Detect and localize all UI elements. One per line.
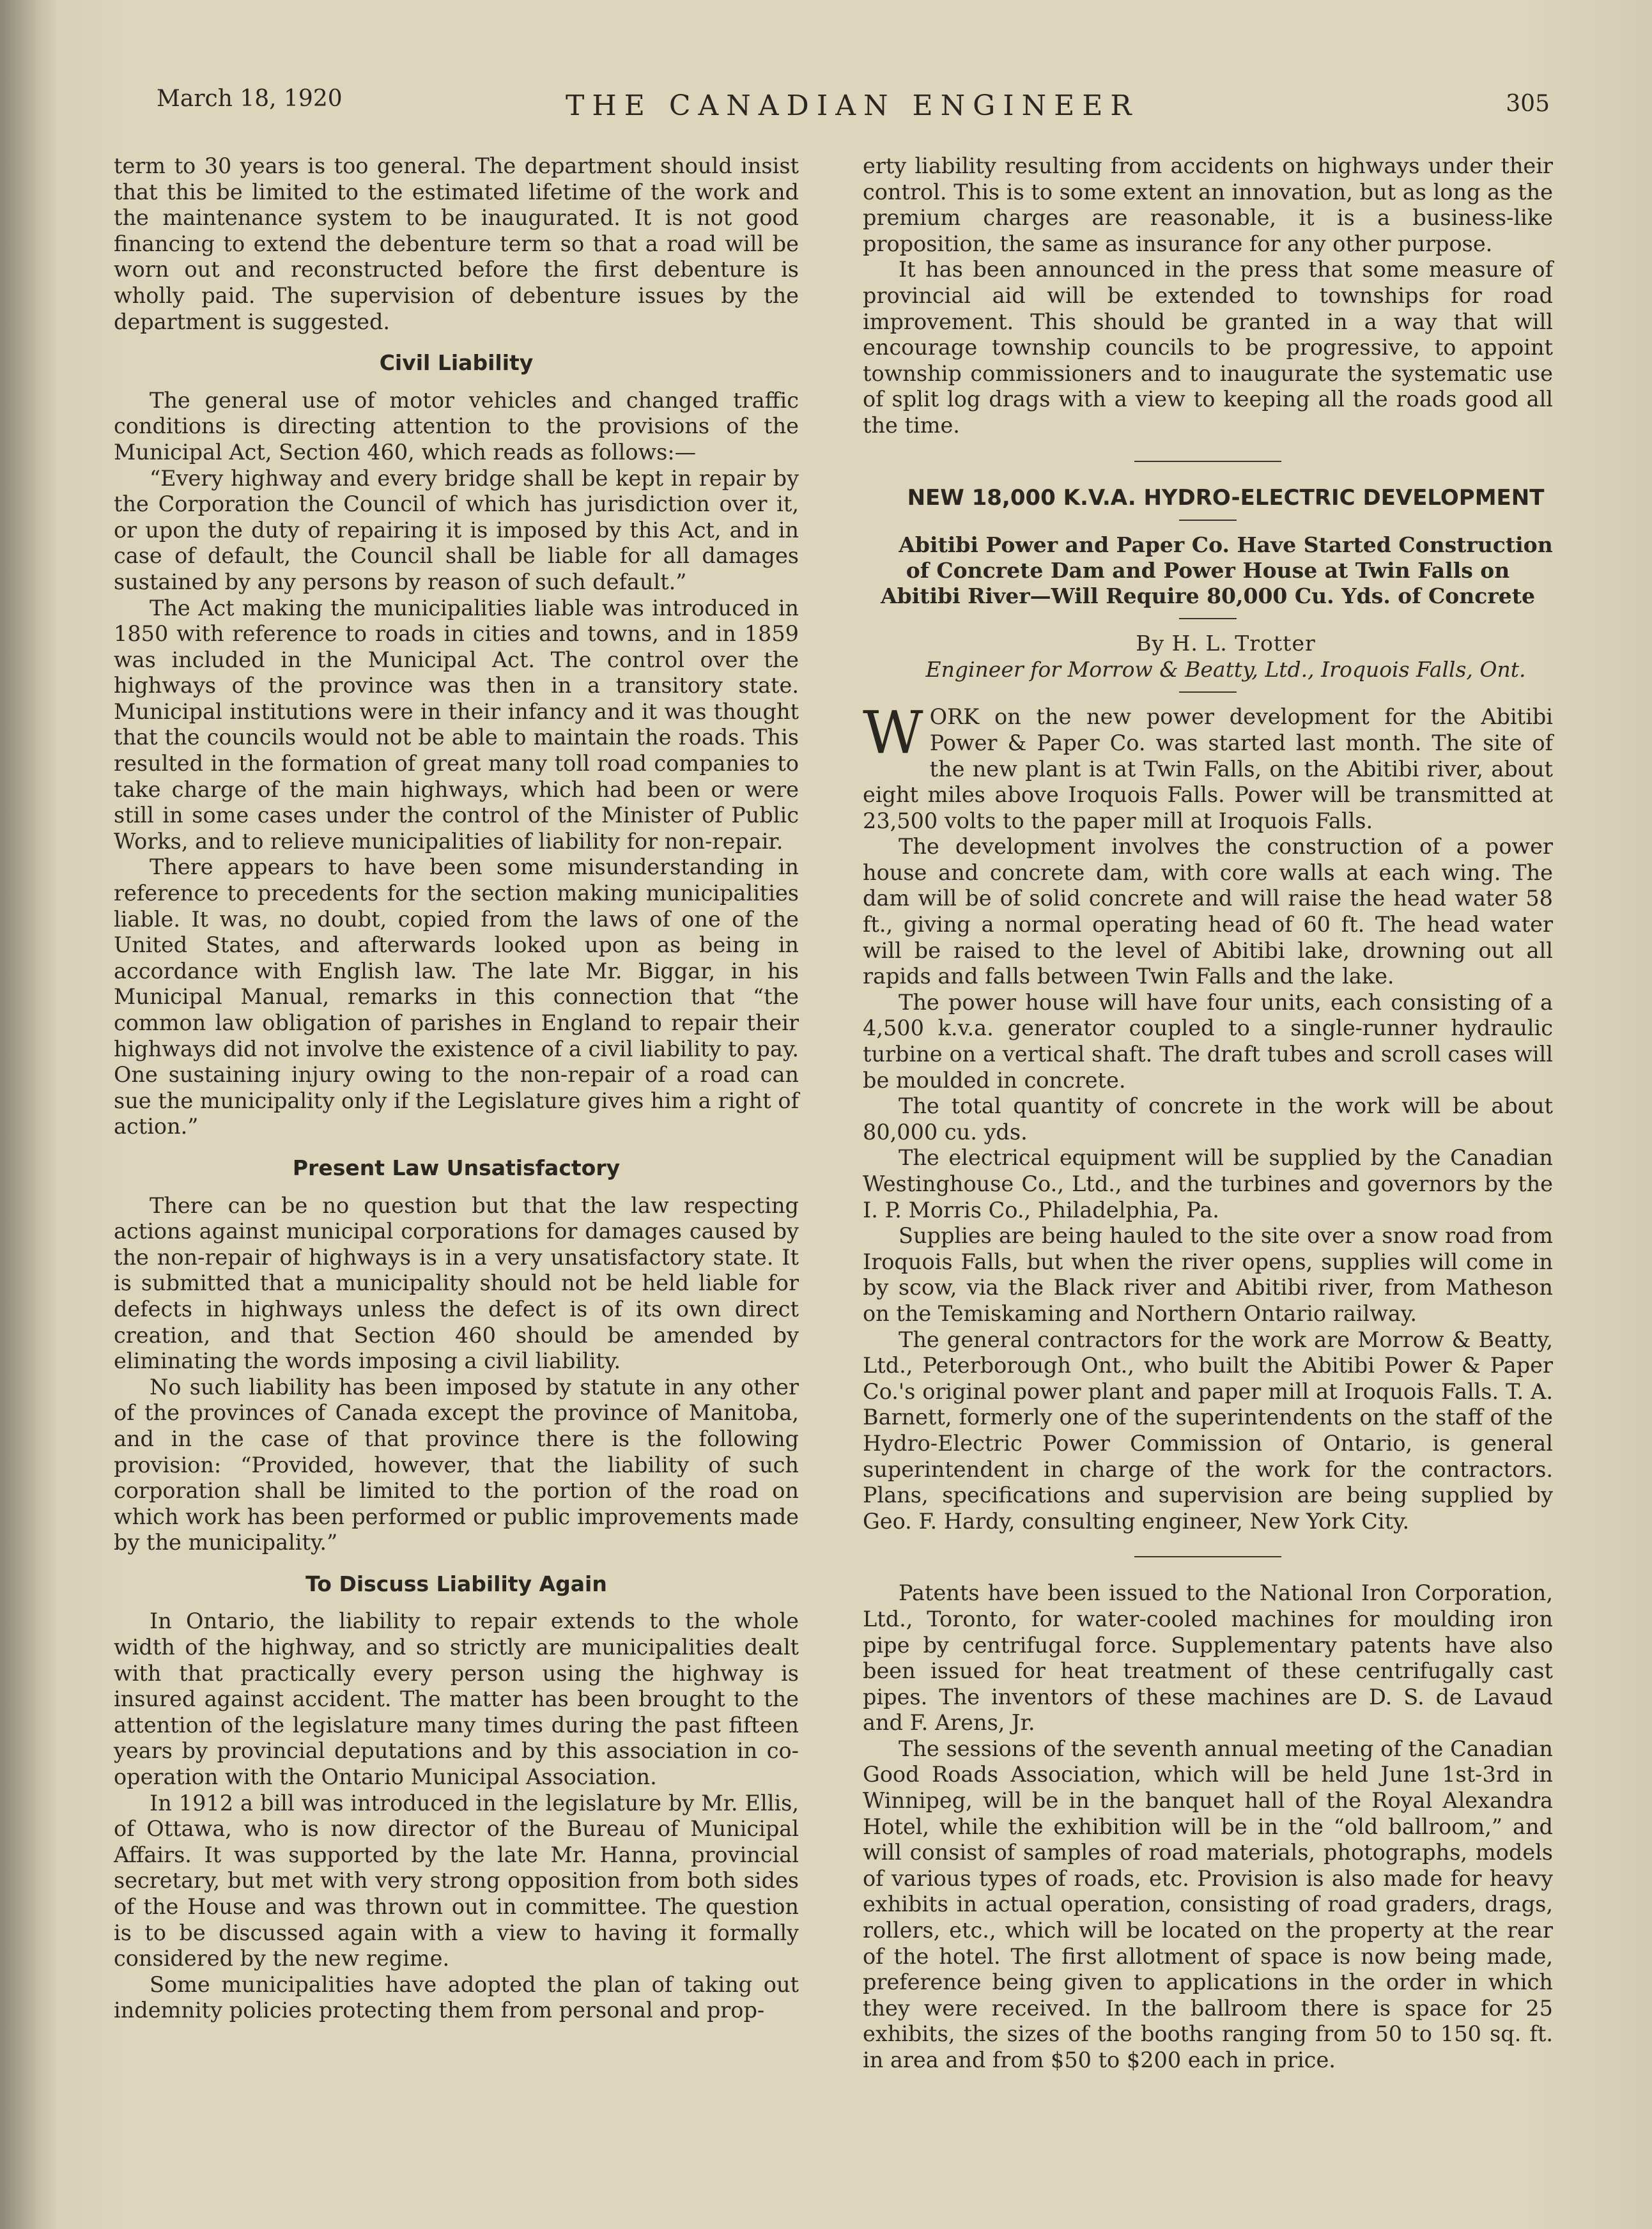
article-paragraph-3: The power house will have four units, each consisting of a 4,500 k.v.a. generator coupled to a single-runner hydraulic turbine on a vertical shaft. The draft tubes and scroll cases will be moulded in concrete. — [863, 989, 1553, 1093]
journal-title: THE CANADIAN ENGINEER — [566, 89, 1139, 122]
byline-divider — [1179, 691, 1237, 693]
paragraph-civil-3: There appears to have been some misunderstanding in reference to precedents for the section making municipalities liable. It was, no doubt, copied from the laws of one of the United States, and afterwards looked upon as being in accordance with English law. The late Mr. Biggar, in his Municipal Manual, remarks in this connection that “the common law obligation of parishes in England to repair their highways did not involve the existence of a civil liability to pay. One sustaining injury owing to the non-repair of a road can sue the municipality only if the Legislature gives him a right of action.” — [114, 854, 799, 1139]
article-paragraph-7: The general contractors for the work are Morrow & Beatty, Ltd., Peterborough Ont., who built the Abitibi Power & Paper Co.'s original power plant and paper mill at Iroquois Falls. T. A. Barnett, formerly one of the superintendents on the staff of the Hydro-Electric Power Commission of Ontario, is general superintendent in charge of the work for the contractors. Plans, specifications and supervision are being supplied by Geo. F. Hardy, consulting engineer, New York City. — [863, 1327, 1553, 1534]
heading-discuss-liability: To Discuss Liability Again — [305, 1571, 607, 1596]
paragraph-continued-1: erty liability resulting from accidents on highways under their control. This is to some extent an innovation, but as long as the premium charges are reasonable, it is a business-like proposition, the same as insurance for any other purpose. — [863, 153, 1553, 256]
article-affiliation: Engineer for Morrow & Beatty, Ltd., Iroquois Falls, Ont. — [925, 656, 1526, 682]
right-column — [863, 153, 1553, 2074]
news-divider — [1134, 1556, 1281, 1557]
paragraph-discuss-1: In Ontario, the liability to repair extends to the whole width of the highway, and so strictly are municipalities dealt with that practically every person using the highway is insured against accident. The matter has been brought to the attention of the legislature many times during the past fifteen years by provincial deputations and by this association in co-operation with the Ontario Municipal Association. — [114, 1608, 799, 1790]
article-paragraph-4: The total quantity of concrete in the work will be about 80,000 cu. yds. — [863, 1093, 1553, 1145]
article-paragraph-5: The electrical equipment will be supplied by the Canadian Westinghouse Co., Ltd., and the turbines and governors by the I. P. Morris Co., Philadelphia, Pa. — [863, 1145, 1553, 1222]
article-subtitle: Abitibi Power and Paper Co. Have Started Construction of Concrete Dam and Power House at Twin Falls on Abitibi River—Will Require 80,000 Cu. Yds. of Concrete — [881, 532, 1553, 609]
paragraph-good-roads: The sessions of the seventh annual meeting of the Canadian Good Roads Association, which will be held June 1st-3rd in Winnipeg, will be in the banquet hall of the Royal Alexandra Hotel, while the exhibition will be in the “old ballroom,” and will consist of samples of road materials, photographs, models of various types of roads, etc. Provision is also made for heavy exhibits in actual operation, consisting of road graders, drags, rollers, etc., which will be located on the property at the rear of the hotel. The first allotment of space is now being made, preference being given to applications in the order in which they were received. In the ballroom there is space for 25 exhibits, the sizes of the booths ranging from 50 to 150 sq. ft. in area and from $50 to $200 each in price. — [863, 1736, 1553, 2072]
paragraph-present-1: There can be no question but that the law respecting actions against municipal corporations for damages caused by the non-repair of highways is in a very unsatisfactory state. It is submitted that a municipality should not be held liable for defects in highways unless the defect is of its own direct creation, and that Section 460 should be amended by eliminating the words imposing a civil liability. — [114, 1192, 799, 1374]
header-date: March 18, 1920 — [157, 86, 343, 112]
paragraph-civil-2: The Act making the municipalities liable was introduced in 1850 with reference to roads in cities and towns, and in 1859 was included in the Municipal Act. The control over the highways of the province was then in a transitory state. Municipal institutions were in their infancy and it was thought that the councils would not be able to maintain the roads. This resulted in the formation of great many toll road companies to take charge of the main highways, which had been or were still in some cases under the control of the Minister of Public Works, and to relieve municipalities of liability for non-repair. — [114, 595, 799, 854]
heading-present-law: Present Law Unsatisfactory — [292, 1155, 621, 1180]
article-paragraph-2: The development involves the construction of a power house and concrete dam, with core walls at each wing. The dam will be of solid concrete and will raise the head water 58 ft., giving a normal operating head of 60 ft. The head water will be raised to the level of Abitibi lake, drowning out all rapids and falls between Twin Falls and the lake. — [863, 834, 1553, 989]
running-header — [157, 82, 1550, 127]
article-byline: By H. L. Trotter — [1136, 631, 1316, 656]
paragraph-patents: Patents have been issued to the National Iron Corporation, Ltd., Toronto, for water-cooled machines for moulding iron pipe by centrifugal force. Supplementary patents have also been issued for heat treatment of these centrifugally cast pipes. The inventors of these machines are D. S. de Lavaud and F. Arens, Jr. — [863, 1580, 1553, 1736]
paragraph-continued-2: It has been announced in the press that some measure of provincial aid will be extended to townships for road improvement. This should be granted in a way that will encourage township councils to be progressive, to appoint township commissioners and to inaugurate the systematic use of split log drags with a view to keeping all the roads good all the time. — [863, 257, 1553, 438]
section-divider — [1134, 461, 1281, 462]
page-number: 305 — [1506, 91, 1550, 117]
paragraph-civil-quote: “Every highway and every bridge shall be kept in repair by the Corporation the Council of which has jurisdiction over it, or upon the duty of repairing it is imposed by this Act, and in case of default, the Council shall be liable for all damages sustained by any persons by reason of such default.” — [114, 465, 799, 594]
paragraph-present-2: No such liability has been imposed by statute in any other of the provinces of Canada except the province of Manitoba, and in the case of that province there is the following provision: “Provided, however, that the liability of such corporation shall be limited to the portion of the road on which work has been performed or public improvements made by the municipality.” — [114, 1374, 799, 1555]
paragraph-discuss-2: In 1912 a bill was introduced in the legislature by Mr. Ellis, of Ottawa, who is now director of the Bureau of Municipal Affairs. It was supported by the late Mr. Hanna, provincial secretary, but met with very strong opposition from both sides of the House and was thrown out in committee. The question is to be discussed again with a view to having it formally considered by the new regime. — [114, 1790, 799, 1971]
left-column — [114, 153, 799, 2024]
paragraph-intro: term to 30 years is too general. The department should insist that this be limited to the estimated lifetime of the work and the maintenance system to be inaugurated. It is not good financing to extend the debenture term so that a road will be worn out and reconstructed before the first debenture is wholly paid. The supervision of debenture issues by the department is suggested. — [114, 153, 799, 334]
article-paragraph-1 — [863, 698, 1553, 834]
paragraph-discuss-3: Some municipalities have adopted the plan of taking out indemnity policies protecting them from personal and prop- — [114, 1971, 799, 2023]
article-title: NEW 18,000 K.V.A. HYDRO-ELECTRIC DEVELOPMENT — [907, 484, 1545, 511]
drop-cap: W — [863, 698, 923, 767]
heading-civil-liability: Civil Liability — [379, 350, 534, 376]
title-divider — [1179, 520, 1237, 521]
paragraph-civil-1: The general use of motor vehicles and changed traffic conditions is directing attention to the provisions of the Municipal Act, Section 460, which reads as follows:— — [114, 387, 799, 465]
subtitle-divider — [1179, 618, 1237, 619]
binding-shadow — [0, 0, 58, 2229]
article-paragraph-6: Supplies are being hauled to the site over a snow road from Iroquois Falls, but when the river opens, supplies will come in by scow, via the Black river and Abitibi river, from Matheson on the Temiskaming and Northern Ontario railway. — [863, 1223, 1553, 1326]
article-paragraph-1-text: ORK on the new power development for the Abitibi Power & Paper Co. was started last month. The site of the new plant is at Twin Falls, on the Abitibi river, about eight miles above Iroquois Falls. Power will be transmitted at 23,500 volts to the paper mill at Iroquois Falls. — [863, 704, 1553, 833]
